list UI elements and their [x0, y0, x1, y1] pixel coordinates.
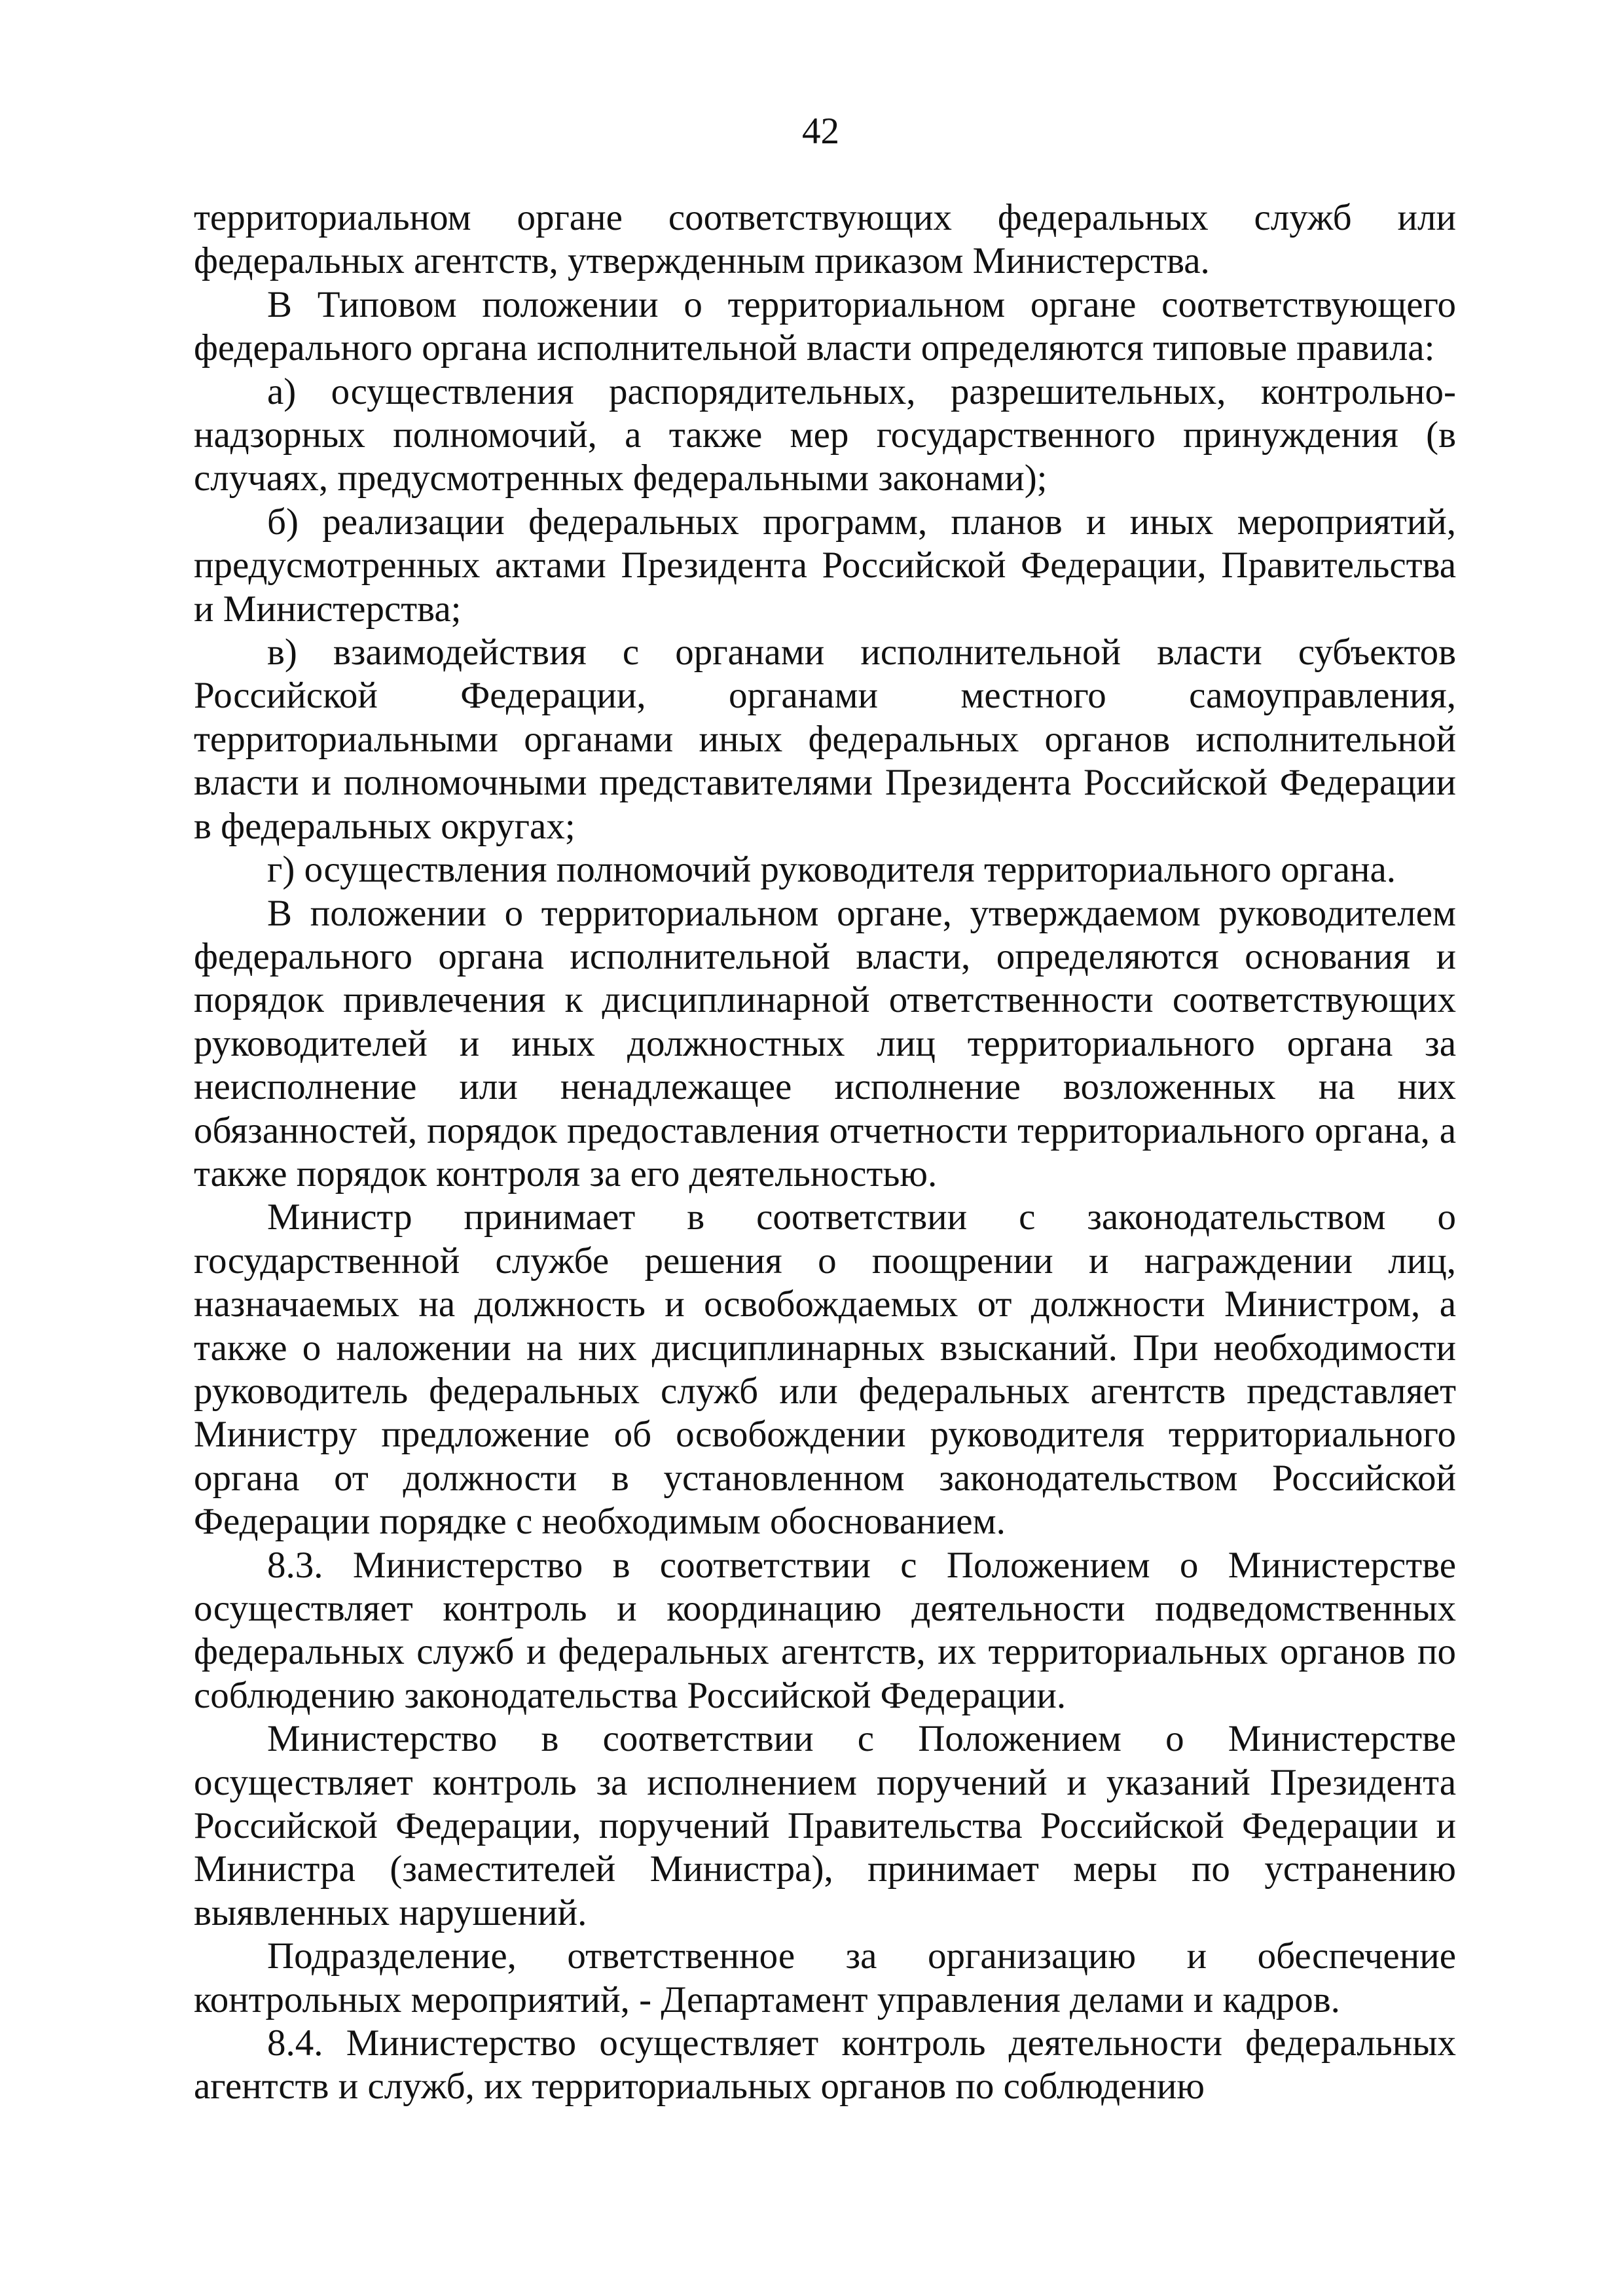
paragraph-typical-regulation: В Типовом положении о территориальном органе соответствующего федерального органа исполнительной власти определяются типовые правила: — [194, 283, 1456, 369]
paragraph-responsible-unit: Подразделение, ответственное за организацию и обеспечение контрольных мероприятий, - Департамент управления делами и кадров. — [194, 1935, 1456, 2020]
list-item-g: г) осуществления полномочий руководителя территориального органа. — [267, 849, 1396, 891]
paragraph-minister-decisions: Министр принимает в соответствии с законодательством о государственной службе решения о поощрении и награждении лиц, назначаемых на должность и освобождаемых от должности Министром, а также о наложении на них дисциплинарных взысканий. При необходимости руководитель федеральных служб или федеральных агентств представляет Министру предложение об освобождении руководителя территориального органа от должности в установленном законодательством Российской Федерации порядке с необходимым обоснованием. — [194, 1196, 1456, 1543]
list-item-v: в) взаимодействия с органами исполнительной власти субъектов Российской Федерации, органами местного самоуправления, территориальными органами иных федеральных органов исполнительной власти и полномочными представителями Президента Российской Федерации в федеральных округах; — [194, 632, 1456, 847]
list-item-b: б) реализации федеральных программ, планов и иных мероприятий, предусмотренных актами Президента Российской Федерации, Правительства и Министерства; — [194, 501, 1456, 630]
paragraph-ministry-control: Министерство в соответствии с Положением о Министерстве осуществляет контроль за исполнением поручений и указаний Президента Российской Федерации, поручений Правительства Российской Федерации и Министра (заместителей Министра), принимает меры по устранению выявленных нарушений. — [194, 1718, 1456, 1933]
paragraph-territorial-regulation: В положении о территориальном органе, утверждаемом руководителем федерального органа исполнительной власти, определяются основания и порядок привлечения к дисциплинарной ответственности соответствующих руководителей и иных должностных лиц территориального органа за неисполнение или ненадлежащее исполнение возложенных на них обязанностей, порядок предоставления отчетности территориального органа, а также порядок контроля за его деятельностью. — [194, 892, 1456, 1194]
paragraph-section-8-4: 8.4. Министерство осуществляет контроль деятельности федеральных агентств и служб, их территориальных органов по соблюдению — [194, 2022, 1456, 2108]
document-body — [194, 196, 1456, 2109]
list-item-a: а) осуществления распорядительных, разрешительных, контрольно-надзорных полномочий, а также мер государственного принуждения (в случаях, предусмотренных федеральными законами); — [194, 370, 1456, 499]
page-number: 42 — [802, 111, 839, 152]
paragraph-section-8-3: 8.3. Министерство в соответствии с Положением о Министерстве осуществляет контроль и координацию деятельности подведомственных федеральных служб и федеральных агентств, их территориальных органов по соблюдению законодательства Российской Федерации. — [194, 1544, 1456, 1716]
paragraph-continuation: территориальном органе соответствующих федеральных служб или федеральных агентств, утвержденным приказом Министерства. — [194, 197, 1456, 282]
